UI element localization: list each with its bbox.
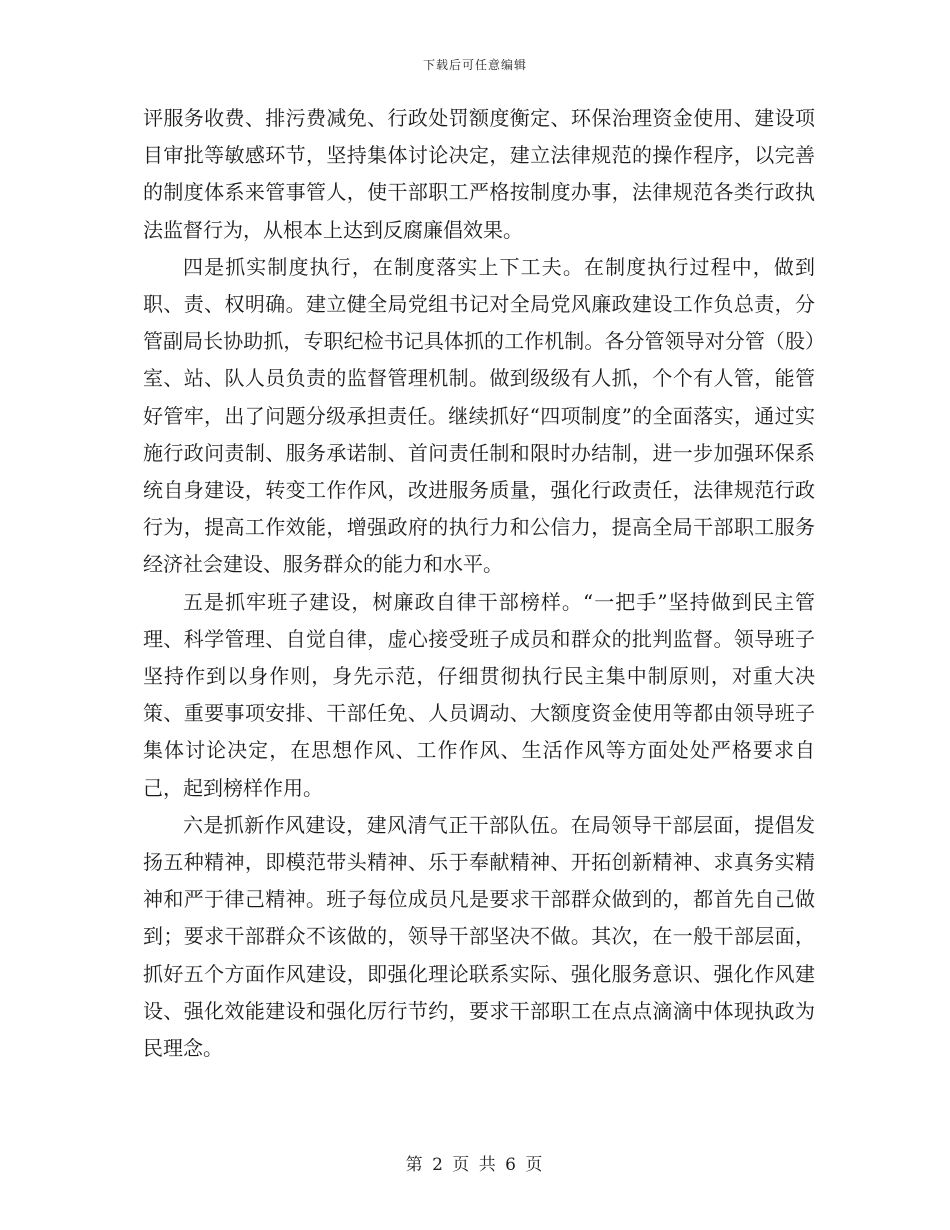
- paragraph-five: 五是抓牢班子建设，树廉政自律干部榜样。“一把手”坚持做到民主管理、科学管理、自觉自律，虚心接受班子成员和群众的批判监督。领导班子坚持作到以身作则，身先示范，仔细贯彻执行民主集中制原则，对重大决策、重要事项安排、干部任免、人员调动、大额度资金使用等都由领导班子集体讨论决定，在思想作风、工作作风、生活作风等方面处处严格要求自己，起到榜样作用。: [143, 589, 815, 800]
- paragraph-continuation: 评服务收费、排污费减免、行政处罚额度衡定、环保治理资金使用、建设项目审批等敏感环节，坚持集体讨论决定，建立法律规范的操作程序，以完善的制度体系来管事管人，使干部职工严格按制度办事，法律规范各类行政执法监督行为，从根本上达到反腐廉倡效果。: [143, 106, 815, 242]
- page-number-footer: 第 2 页 共 6 页: [405, 1155, 545, 1175]
- document-body: [143, 100, 815, 1067]
- paragraph-six: 六是抓新作风建设，建风清气正干部队伍。在局领导干部层面，提倡发扬五种精神，即模范带头精神、乐于奉献精神、开拓创新精神、求真务实精神和严于律己精神。班子每位成员凡是要求干部群众做到的，都首先自己做到；要求干部群众不该做的，领导干部坚决不做。其次，在一般干部层面，抓好五个方面作风建设，即强化理论联系实际、强化服务意识、强化作风建设、强化效能建设和强化厉行节约，要求干部职工在点点滴滴中体现执政为民理念。: [143, 812, 815, 1061]
- paragraph-four: 四是抓实制度执行，在制度落实上下工夫。在制度执行过程中，做到职、责、权明确。建立健全局党组书记对全局党风廉政建设工作负总责，分管副局长协助抓，专职纪检书记具体抓的工作机制。各分管领导对分管（股）室、站、队人员负责的监督管理机制。做到级级有人抓，个个有人管，能管好管牢，出了问题分级承担责任。继续抓好“四项制度”的全面落实，通过实施行政问责制、服务承诺制、首问责任制和限时办结制，进一步加强环保系统自身建设，转变工作作风，改进服务质量，强化行政责任，法律规范行政行为，提高工作效能，增强政府的执行力和公信力，提高全局干部职工服务经济社会建设、服务群众的能力和水平。: [143, 254, 815, 577]
- page-header-note: 下载后可任意编辑: [422, 58, 527, 72]
